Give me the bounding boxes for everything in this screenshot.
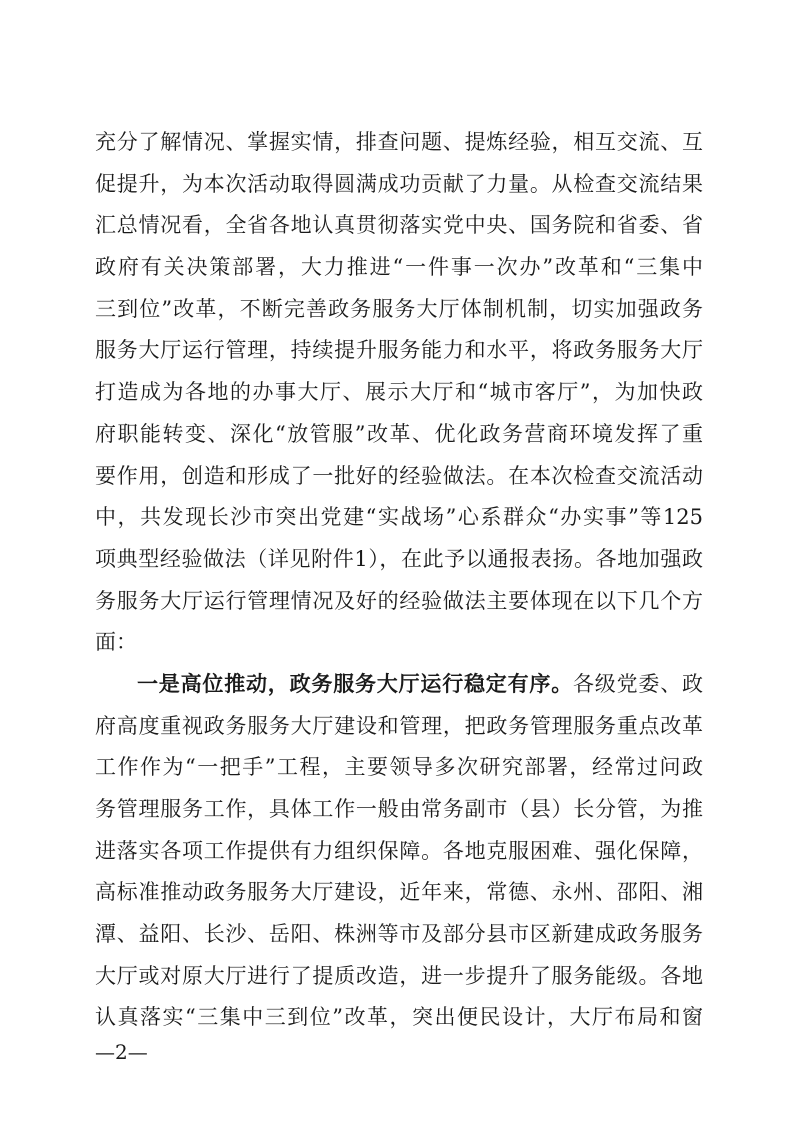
text-line: 大厅或对原大厅进行了提质改造，进一步提升了服务能级。各地 [95,963,703,988]
body-text [95,122,703,1039]
text-line: 促提升，为本次活动取得圆满成功贡献了力量。从检查交流结果 [95,171,703,196]
text-line: 要作用，创造和形成了一批好的经验做法。在本次检查交流活动 [95,463,703,488]
text-line: 打造成为各地的办事大厅、展示大厅和“城市客厅”，为加快政 [95,380,703,405]
text-line: 工作作为“一把手”工程，主要领导多次研究部署，经常过问政 [95,755,703,780]
text-line: 服务大厅运行管理，持续提升服务能力和水平，将政务服务大厅 [95,338,703,363]
text-line: 务管理服务工作，具体工作一般由常务副市（县）长分管，为推 [95,797,703,821]
text-line: 认真落实“三集中三到位”改革，突出便民设计，大厅布局和窗 [95,1005,703,1030]
paragraph-first-line [95,664,703,706]
text-line: 进落实各项工作提供有力组织保障。各地克服困难、强化保障， [95,838,703,863]
text-line: 中，共发现长沙市突出党建“实战场”心系群众“办实事”等125 [95,505,703,530]
section-heading: 一是高位推动，政务服务大厅运行稳定有序。 [137,671,573,696]
text-line: 汇总情况看，全省各地认真贯彻落实党中央、国务院和省委、省 [95,213,703,238]
text-line: 面： [95,630,137,655]
text-line: 府高度重视政务服务大厅建设和管理，把政务管理服务重点改革 [95,713,703,738]
paragraph-intro-summary [95,122,703,664]
text-run: 各级党委、政 [573,671,703,696]
text-line: 充分了解情况、掌握实情，排查问题、提炼经验，相互交流、互 [95,130,703,154]
text-line: 项典型经验做法（详见附件1），在此予以通报表扬。各地加强政 [95,546,703,571]
text-line: 府职能转变、深化“放管服”改革、优化政务营商环境发挥了重 [95,421,703,446]
paragraph-high-level-promotion [95,664,703,1039]
text-line: 高标准推动政务服务大厅建设，近年来，常德、永州、邵阳、湘 [95,880,703,905]
page-number: —2— [95,1040,148,1064]
text-line: 政府有关决策部署，大力推进“一件事一次办”改革和“三集中 [95,255,703,280]
text-line: 三到位”改革，不断完善政务服务大厅体制机制，切实加强政务 [95,296,703,321]
text-line: 潭、益阳、长沙、岳阳、株洲等市及部分县市区新建成政务服务 [95,922,703,947]
text-line: 务服务大厅运行管理情况及好的经验做法主要体现在以下几个方 [95,588,703,613]
